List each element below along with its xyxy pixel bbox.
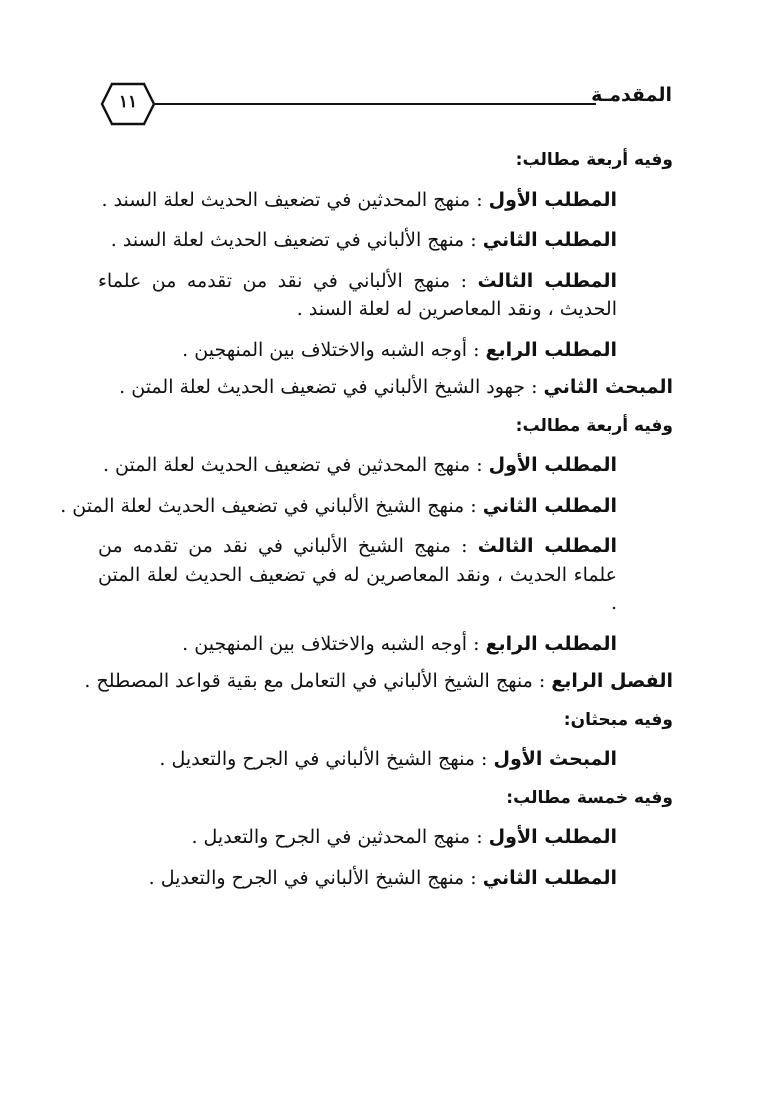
- toc-item: [98, 186, 673, 215]
- toc-item: [98, 864, 673, 893]
- toc-item-text: : منهج الشيخ الألباني في نقد من تقدمه من علماء الحديث ، ونقد المعاصرين له في تضعيف الحديث لعلة المتن .: [98, 535, 617, 614]
- toc-item-label: المطلب الثالث: [477, 535, 617, 557]
- toc-item: [98, 336, 673, 365]
- toc-item-label: المطلب الثاني: [482, 866, 617, 889]
- toc-chapter: [84, 667, 673, 696]
- toc-item-text: : منهج الألباني في نقد من تقدمه من علماء الحديث ، ونقد المعاصرين له لعلة السند .: [98, 269, 617, 320]
- toc-item: [98, 532, 673, 618]
- page-number-badge: [100, 82, 156, 126]
- running-title: المقدمـة: [591, 84, 672, 106]
- toc-item-text: : أوجه الشبه والاختلاف بين المنهجين .: [182, 338, 486, 361]
- toc-chapter-label: الفصل الرابع: [551, 670, 673, 692]
- toc-intro: وفيه خمسة مطالب:: [506, 787, 673, 808]
- toc-item-label: المطلب الثاني: [482, 494, 617, 517]
- toc-item: [98, 823, 673, 852]
- toc-item: [98, 267, 673, 324]
- toc-item-label: المطلب الرابع: [485, 338, 617, 361]
- toc-item-text: : أوجه الشبه والاختلاف بين المنهجين .: [182, 632, 486, 655]
- page-number: ١١: [118, 92, 138, 112]
- toc-body: [60, 148, 673, 892]
- toc-item-label: المطلب الأول: [488, 188, 617, 211]
- toc-item-text: : منهج المحدثين في تضعيف الحديث لعلة المتن .: [102, 454, 489, 476]
- toc-item-text: : منهج المحدثين في تضعيف الحديث لعلة السند .: [101, 188, 489, 211]
- toc-item-label: المطلب الثالث: [477, 269, 617, 292]
- toc-item-label: المطلب الأول: [488, 454, 617, 476]
- page-header: [100, 80, 672, 130]
- toc-item-text: : منهج الشيخ الألباني في الجرح والتعديل .: [159, 748, 494, 770]
- toc-item-text: : منهج الألباني في تضعيف الحديث لعلة السند .: [110, 229, 483, 251]
- toc-item-label: المطلب الأول: [488, 826, 617, 848]
- toc-intro: وفيه مبحثان:: [563, 709, 673, 730]
- toc-section: [98, 373, 673, 402]
- header-rule: [155, 103, 596, 105]
- toc-item-text: : منهج الشيخ الألباني في الجرح والتعديل .: [148, 866, 483, 889]
- toc-item: [98, 745, 673, 774]
- toc-item-text: : منهج الشيخ الألباني في تضعيف الحديث لعلة المتن .: [60, 494, 483, 517]
- toc-section-text: : جهود الشيخ الألباني في تضعيف الحديث لعلة المتن .: [119, 376, 544, 398]
- toc-section-label: المبحث الثاني: [543, 376, 673, 398]
- toc-item: [98, 451, 673, 480]
- toc-chapter-text: : منهج الشيخ الألباني في التعامل مع بقية قواعد المصطلح .: [84, 670, 552, 692]
- toc-item-text: : منهج المحدثين في الجرح والتعديل .: [191, 826, 489, 848]
- toc-item-label: المبحث الأول: [493, 748, 617, 770]
- toc-intro: وفيه أربعة مطالب:: [515, 415, 673, 436]
- toc-item-label: المطلب الرابع: [485, 632, 617, 655]
- toc-item: [98, 226, 673, 255]
- toc-item-label: المطلب الثاني: [482, 229, 617, 251]
- toc-intro: وفيه أربعة مطالب:: [515, 150, 673, 170]
- toc-item: [98, 630, 673, 659]
- toc-item: [60, 492, 673, 521]
